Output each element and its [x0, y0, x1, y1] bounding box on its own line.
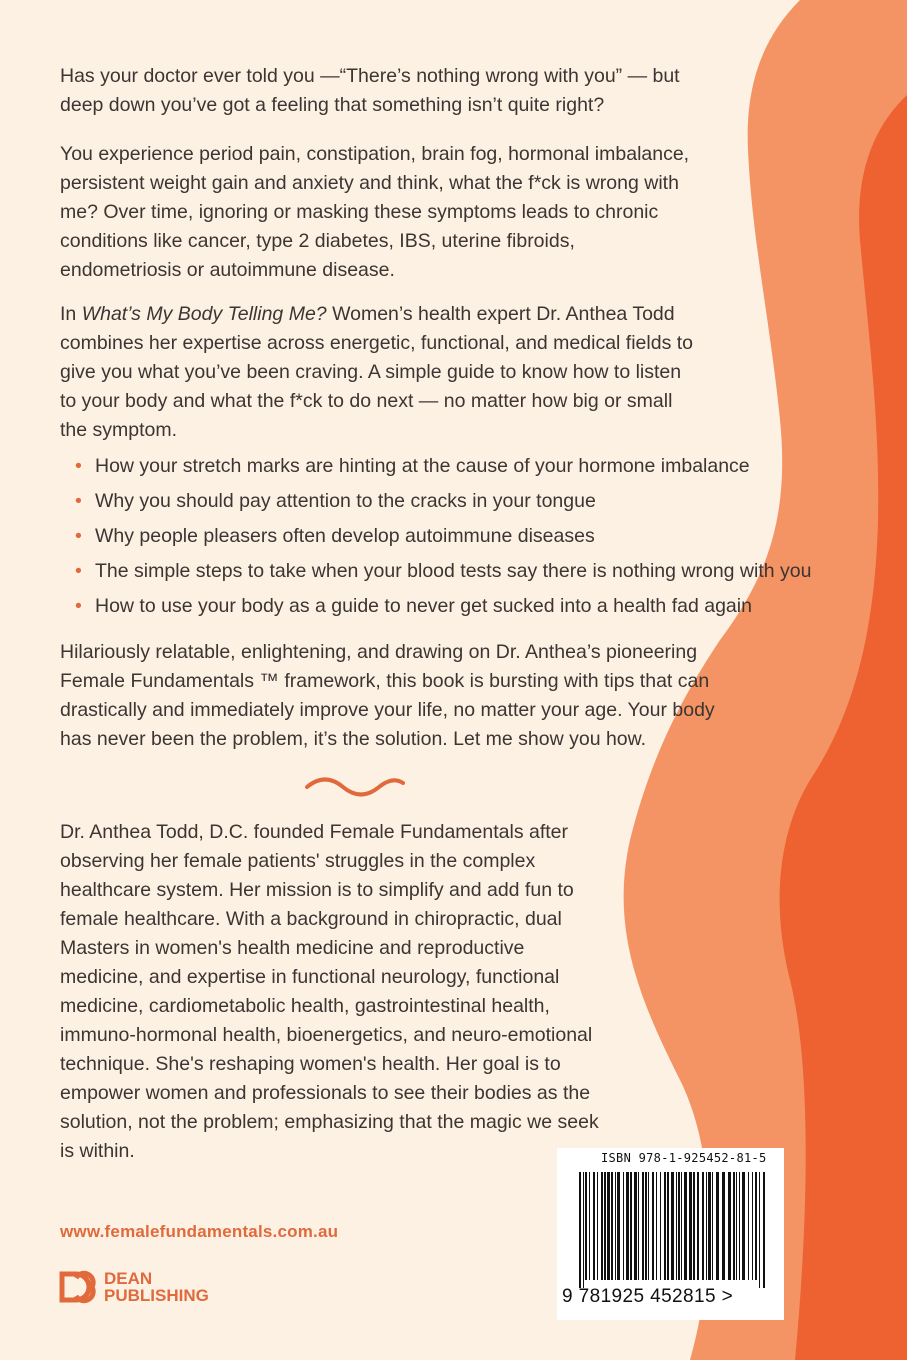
bullet-icon: • — [75, 525, 82, 547]
barcode-bar — [671, 1172, 674, 1280]
barcode-bar — [693, 1172, 695, 1280]
isbn-label: ISBN 978-1-925452-81-5 — [601, 1151, 767, 1165]
isbn-barcode — [557, 1148, 784, 1320]
barcode-bar — [634, 1172, 637, 1280]
barcode-bar — [716, 1172, 719, 1280]
intro-paragraph-book — [60, 300, 700, 445]
barcode-bar — [638, 1172, 639, 1280]
list-item: • The simple steps to take when your blood tests say there is nothing wrong with you — [75, 557, 815, 592]
barcode-bar — [748, 1172, 749, 1280]
barcode-bar — [755, 1172, 757, 1280]
barcode-bar — [739, 1172, 740, 1280]
bullet-icon: • — [75, 595, 82, 617]
barcode-digits: 9 781925 452815 > — [562, 1286, 734, 1307]
barcode-bar — [579, 1172, 581, 1288]
barcode-bar — [702, 1172, 704, 1280]
barcode-bar — [623, 1172, 624, 1280]
list-item: • Why you should pay attention to the cracks in your tongue — [75, 487, 815, 522]
barcode-bar — [615, 1172, 616, 1280]
barcode-bar — [583, 1172, 584, 1288]
barcode-bar — [678, 1172, 680, 1280]
book-intro-text: Women’s health expert Dr. Anthea Todd combines her expertise across energetic, functional, and medical fields to give you what you’ve been craving. A simple guide to know how to listen to your body and what the f*ck to do next — no matter how big or small the symptom. — [60, 303, 693, 441]
barcode-bar — [728, 1172, 731, 1280]
barcode-bar — [660, 1172, 661, 1280]
barcode-bar — [604, 1172, 606, 1280]
author-bio: Dr. Anthea Todd, D.C. founded Female Fundamentals after observing her female patients' struggles in the complex healthcare system. Her mission is to simplify and add fun to female healthcare. With a background in chiropractic, dual Masters in women's health medicine and reproductive medicine, and expertise in functional neurology, functional medicine, cardiometabolic health, gastrointestinal health, immuno-hormonal health, bioenergetics, and neuro-emotional technique. She's reshaping women's health. Her goal is to empower women and professionals to see their bodies as the solution, not the problem; emphasizing that the magic we seek is within. — [60, 821, 599, 1162]
barcode-bar — [708, 1172, 711, 1280]
barcode-bars — [565, 1172, 777, 1292]
barcode-bar — [736, 1172, 737, 1280]
list-item: • How your stretch marks are hinting at the cause of your hormone imbalance — [75, 452, 815, 487]
dean-publishing-logo-icon — [58, 1270, 98, 1304]
barcode-bar — [607, 1172, 610, 1280]
book-title: What’s My Body Telling Me? — [81, 303, 327, 325]
barcode-bar — [626, 1172, 629, 1280]
barcode-bar — [712, 1172, 713, 1280]
publisher-logo — [58, 1268, 258, 1308]
barcode-bar — [697, 1172, 699, 1280]
wave-divider-icon — [305, 775, 405, 797]
barcode-bar — [676, 1172, 677, 1280]
list-item: • How to use your body as a guide to never get sucked into a health fad again — [75, 592, 815, 627]
barcode-bar — [589, 1172, 590, 1280]
barcode-bar — [667, 1172, 669, 1280]
list-item: • Why people pleasers often develop autoimmune diseases — [75, 522, 815, 557]
barcode-bar — [752, 1172, 753, 1280]
barcode-bar — [681, 1172, 682, 1280]
publisher-name-line1: DEAN — [104, 1269, 153, 1288]
barcode-bar — [742, 1172, 745, 1280]
barcode-bar — [664, 1172, 666, 1280]
barcode-bar — [617, 1172, 620, 1280]
closing-paragraph: Hilariously relatable, enlightening, and drawing on Dr. Anthea’s pioneering Female Fundamentals ™ framework, this book is bursting with tips that can drastically and immediately improve your life, no matter your age. Your body has never been the problem, it’s the solution. Let me show you how. — [60, 641, 715, 750]
barcode-bar — [648, 1172, 649, 1280]
barcode-bar — [611, 1172, 613, 1280]
barcode-bar — [722, 1172, 725, 1280]
barcode-bar — [689, 1172, 692, 1280]
barcode-bar — [597, 1172, 598, 1280]
barcode-bar — [642, 1172, 644, 1280]
book-intro-prefix: In — [60, 303, 77, 325]
key-points-list — [75, 452, 815, 627]
barcode-bar — [652, 1172, 654, 1280]
barcode-bar — [759, 1172, 760, 1288]
intro-paragraph-doctor: Has your doctor ever told you —“There’s nothing wrong with you” — but deep down you’ve got a feeling that something isn’t quite right? — [60, 65, 680, 116]
barcode-bar — [630, 1172, 632, 1280]
barcode-bar — [706, 1172, 707, 1280]
barcode-bar — [601, 1172, 603, 1280]
website-link[interactable]: www.femalefundamentals.com.au — [60, 1222, 339, 1241]
bullet-icon: • — [75, 560, 82, 582]
bullet-icon: • — [75, 490, 82, 512]
intro-paragraph-symptoms: You experience period pain, constipation, brain fog, hormonal imbalance, persistent weight gain and anxiety and think, what the f*ck is wrong with me? Over time, ignoring or masking these symptoms leads to chronic conditions like cancer, type 2 diabetes, IBS, uterine fibroids, endometriosis or autoimmune disease. — [60, 143, 690, 281]
barcode-bar — [593, 1172, 595, 1280]
barcode-bar — [684, 1172, 687, 1280]
publisher-name-line2: PUBLISHING — [104, 1286, 209, 1305]
bullet-icon: • — [75, 455, 82, 477]
barcode-bar — [585, 1172, 587, 1280]
barcode-bar — [763, 1172, 765, 1288]
barcode-bar — [733, 1172, 735, 1280]
barcode-bar — [656, 1172, 657, 1280]
barcode-bar — [645, 1172, 647, 1280]
